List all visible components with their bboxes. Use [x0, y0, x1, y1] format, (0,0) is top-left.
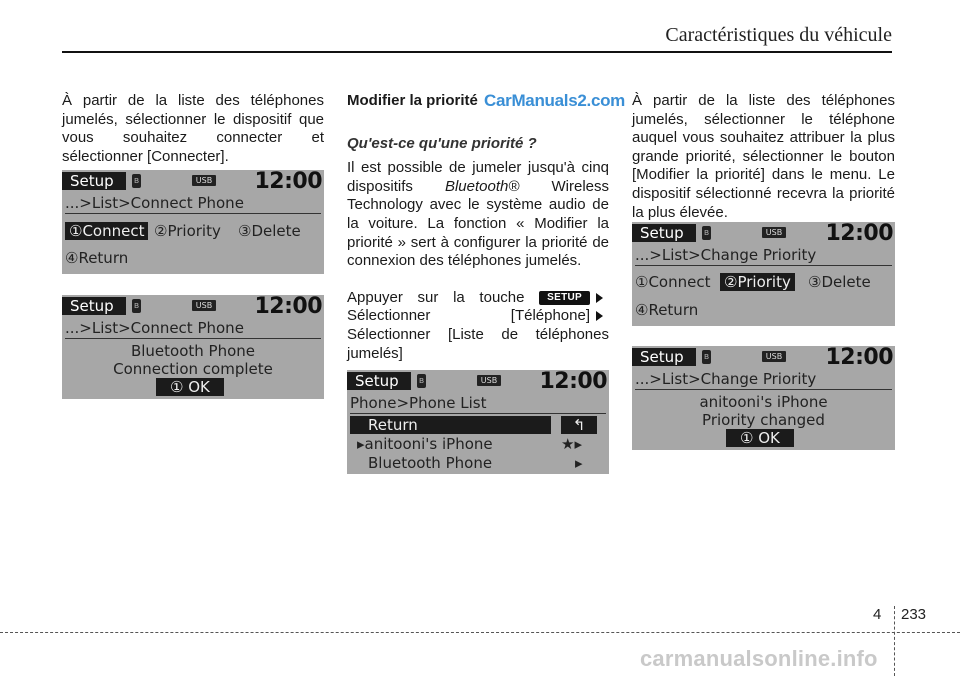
screen-connect-menu [62, 170, 324, 274]
bluetooth-icon: ʙ [133, 301, 140, 311]
usb-icon: USB [762, 351, 786, 362]
col2-paragraph-1: Il est possible de jumeler jusqu'à cinq dispositifs Bluetooth® Wireless Technology avec le système audio de la voiture. La fonction « Modifier la priorité » sert à configurer la priorité de connexion des téléphones jumelés. [347, 159, 610, 270]
screen-connection-complete [62, 295, 324, 399]
ok-button[interactable]: ① OK [156, 378, 224, 396]
message-line-1: Bluetooth Phone [130, 342, 256, 360]
return-option[interactable]: ④Return [635, 301, 699, 319]
clock: 12:00 [825, 222, 893, 246]
breadcrumb: ...>List>Change Priority [635, 246, 892, 266]
usb-icon: USB [192, 175, 216, 186]
site-watermark: carmanualsonline.info [640, 646, 878, 671]
phone-row-iphone[interactable]: ▸anitooni's iPhone [357, 435, 493, 453]
connect-option[interactable]: ①Connect [65, 222, 148, 240]
arrow-right-icon [596, 293, 603, 303]
message-line-2: Connection complete [113, 360, 273, 378]
sub-heading: Qu'est-ce qu'une priorité ? [347, 134, 537, 152]
message-line-1: anitooni's iPhone [699, 393, 828, 411]
header-rule [62, 51, 892, 53]
bluetooth-icon: ʙ [133, 176, 140, 186]
clock: 12:00 [254, 295, 322, 319]
footer-rule [0, 632, 960, 633]
watermark: CarManuals2.com [484, 91, 625, 110]
ok-button[interactable]: ① OK [726, 429, 794, 447]
usb-icon: USB [192, 300, 216, 311]
arrow-right-icon: ▸ [357, 435, 365, 453]
setup-tab: Setup [632, 224, 696, 242]
breadcrumb: ...>List>Change Priority [635, 370, 892, 390]
setup-tab: Setup [62, 172, 126, 190]
setup-tab: Setup [632, 348, 696, 366]
arrow-right-icon [596, 311, 603, 321]
phone-row-bluetooth[interactable]: Bluetooth Phone [368, 454, 493, 472]
column-3 [632, 92, 895, 222]
footer-separator [894, 606, 895, 676]
column-1 [62, 92, 324, 166]
breadcrumb: ...>List>Connect Phone [65, 319, 321, 339]
usb-icon: USB [762, 227, 786, 238]
connect-option[interactable]: ①Connect [635, 273, 711, 291]
chevron-right-icon: ▸ [575, 454, 583, 472]
col1-paragraph: À partir de la liste des téléphones jumelés, sélectionner le dispositif que vous souhaitez connecter et sélectionner [Connecter]. [62, 92, 324, 165]
priority-option[interactable]: ②Priority [154, 222, 221, 240]
col3-paragraph: À partir de la liste des téléphones jumelés, sélectionner le téléphone auquel vous souhaitez attribuer la plus grande priorité, sélectionner le bouton [Modifier la priorité] dans le menu. Le dispositif sélectionné recevra la priorité la plus élevée. [632, 92, 895, 221]
setup-tab: Setup [347, 372, 411, 390]
return-row[interactable]: Return [350, 416, 551, 434]
priority-option[interactable]: ②Priority [720, 273, 795, 291]
clock: 12:00 [825, 346, 893, 370]
chapter-number: 4 [873, 606, 882, 623]
return-icon[interactable]: ↰ [561, 416, 597, 434]
screen-phone-list [347, 370, 609, 474]
section-heading: Modifier la priorité [347, 92, 478, 109]
col2-paragraph-2: Appuyer sur la touche SETUPSélectionner [Téléphone]Sélectionner [Liste de téléphones jumelés] [347, 288, 609, 362]
screen-priority-changed [632, 346, 895, 450]
setup-key-icon: SETUP [539, 291, 590, 305]
column-2 [347, 92, 609, 363]
clock: 12:00 [254, 170, 322, 194]
page-number: 233 [901, 606, 927, 623]
breadcrumb: ...>List>Connect Phone [65, 194, 321, 214]
bluetooth-icon: ʙ [418, 376, 425, 386]
breadcrumb: Phone>Phone List [350, 394, 606, 414]
bluetooth-icon: ʙ [703, 228, 710, 238]
priority-star-icon: ★▸ [561, 435, 582, 453]
return-option[interactable]: ④Return [65, 249, 129, 267]
page-header-title: Caractéristiques du véhicule [665, 24, 892, 46]
delete-option[interactable]: ③Delete [238, 222, 301, 240]
screen-change-priority-menu [632, 222, 895, 326]
usb-icon: USB [477, 375, 501, 386]
setup-tab: Setup [62, 297, 126, 315]
delete-option[interactable]: ③Delete [808, 273, 871, 291]
bluetooth-icon: ʙ [703, 352, 710, 362]
message-line-2: Priority changed [702, 411, 825, 429]
clock: 12:00 [539, 370, 607, 394]
